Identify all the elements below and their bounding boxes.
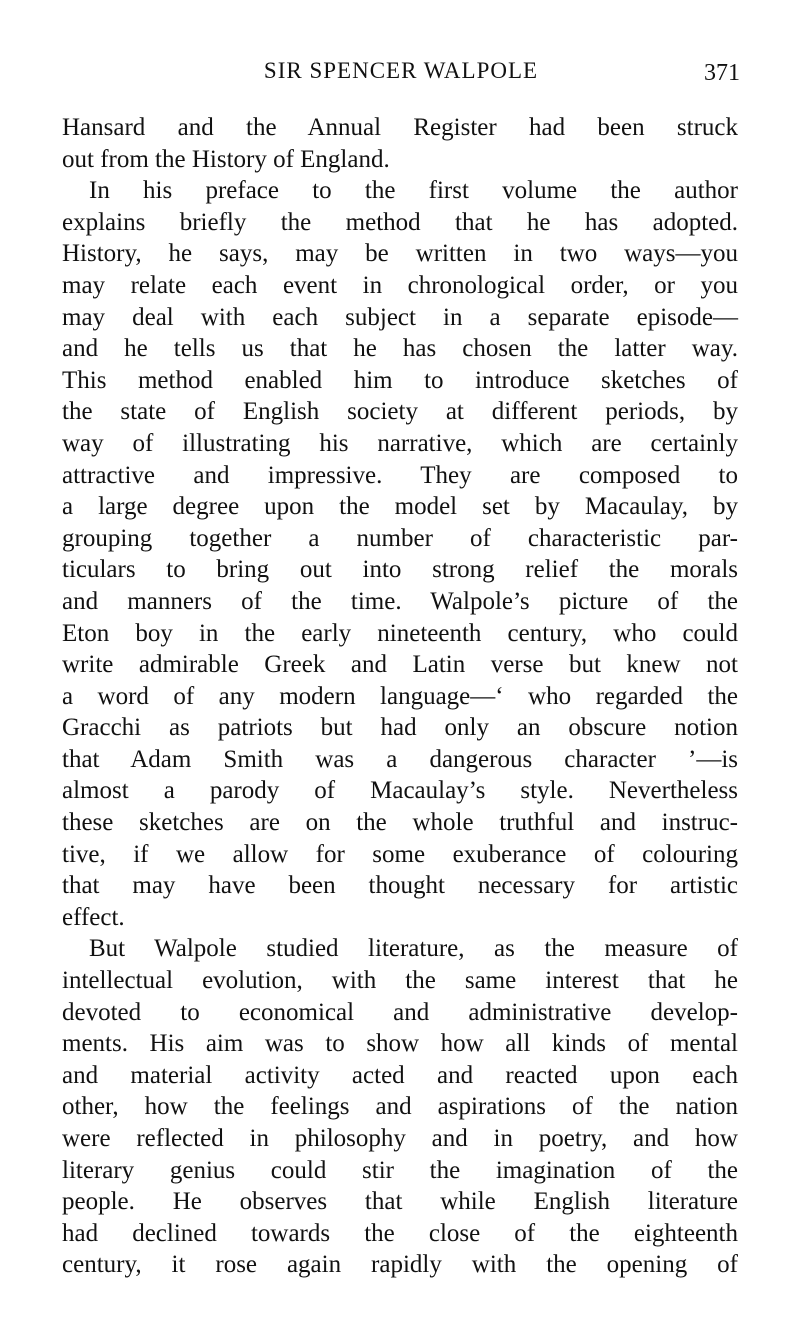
- text-line: effect.: [62, 903, 125, 931]
- running-title: SIR SPENCER WALPOLE: [263, 58, 539, 83]
- text-line: may deal with each subject in a separate episode—: [62, 303, 738, 331]
- text-line: This method enabled him to introduce sketches of: [62, 366, 738, 394]
- text-line: century, it rose again rapidly with the opening of: [62, 1251, 738, 1279]
- text-line: tive, if we allow for some exuberance of colouring: [62, 840, 738, 868]
- text-line: and he tells us that he has chosen the latter way.: [62, 335, 738, 363]
- text-line: grouping together a number of characteristic par-: [62, 524, 738, 552]
- text-line: may relate each event in chronological order, or you: [62, 271, 738, 299]
- text-line: History, he says, may be written in two ways—you: [62, 240, 738, 268]
- text-line: were reflected in philosophy and in poetry, and how: [62, 1125, 738, 1152]
- text-line: ments. His aim was to show how all kinds of mental: [62, 1030, 738, 1058]
- text-line: and manners of the time. Walpole’s picture of the: [62, 587, 738, 615]
- text-line: that Adam Smith was a dangerous character ’—is: [62, 745, 738, 773]
- text-line: explains briefly the method that he has adopted.: [62, 208, 738, 236]
- text-line: way of illustrating his narrative, which are certainly: [62, 429, 738, 457]
- text-line: the state of English society at different periods, by: [62, 398, 738, 426]
- text-line: other, how the feelings and aspirations of the nation: [62, 1093, 738, 1121]
- text-line: had declined towards the close of the eighteenth: [62, 1219, 738, 1247]
- text-line: In his preface to the first volume the author: [89, 177, 738, 205]
- text-line: literary genius could stir the imagination of the: [62, 1156, 738, 1184]
- text-line: that may have been thought necessary for artistic: [62, 872, 738, 900]
- text-line: devoted to economical and administrative develop-: [62, 998, 738, 1026]
- text-line: But Walpole studied literature, as the measure of: [89, 935, 738, 963]
- text-line: Eton boy in the early nineteenth century, who could: [62, 619, 738, 647]
- text-line: Hansard and the Annual Register had been struck: [62, 114, 738, 141]
- text-line: ticulars to bring out into strong relief the morals: [62, 556, 738, 584]
- text-line: attractive and impressive. They are composed to: [62, 461, 738, 489]
- text-line: write admirable Greek and Latin verse but knew not: [62, 651, 738, 679]
- text-line: intellectual evolution, with the same interest that he: [62, 967, 738, 995]
- text-line: almost a parody of Macaulay’s style. Nevertheless: [62, 777, 738, 805]
- page-number: 371: [704, 60, 740, 86]
- body-text: [62, 112, 738, 1281]
- text-line: and material activity acted and reacted upon each: [62, 1061, 738, 1089]
- text-line: a word of any modern language—‘ who regarded the: [62, 682, 738, 710]
- text-line: Gracchi as patriots but had only an obscure notion: [62, 714, 738, 742]
- text-line: people. He observes that while English literature: [62, 1188, 738, 1216]
- text-line: a large degree upon the model set by Macaulay, by: [62, 493, 738, 521]
- page-header: [62, 56, 740, 88]
- text-line: these sketches are on the whole truthful and instruc-: [62, 809, 738, 837]
- text-line: out from the History of England.: [62, 145, 390, 173]
